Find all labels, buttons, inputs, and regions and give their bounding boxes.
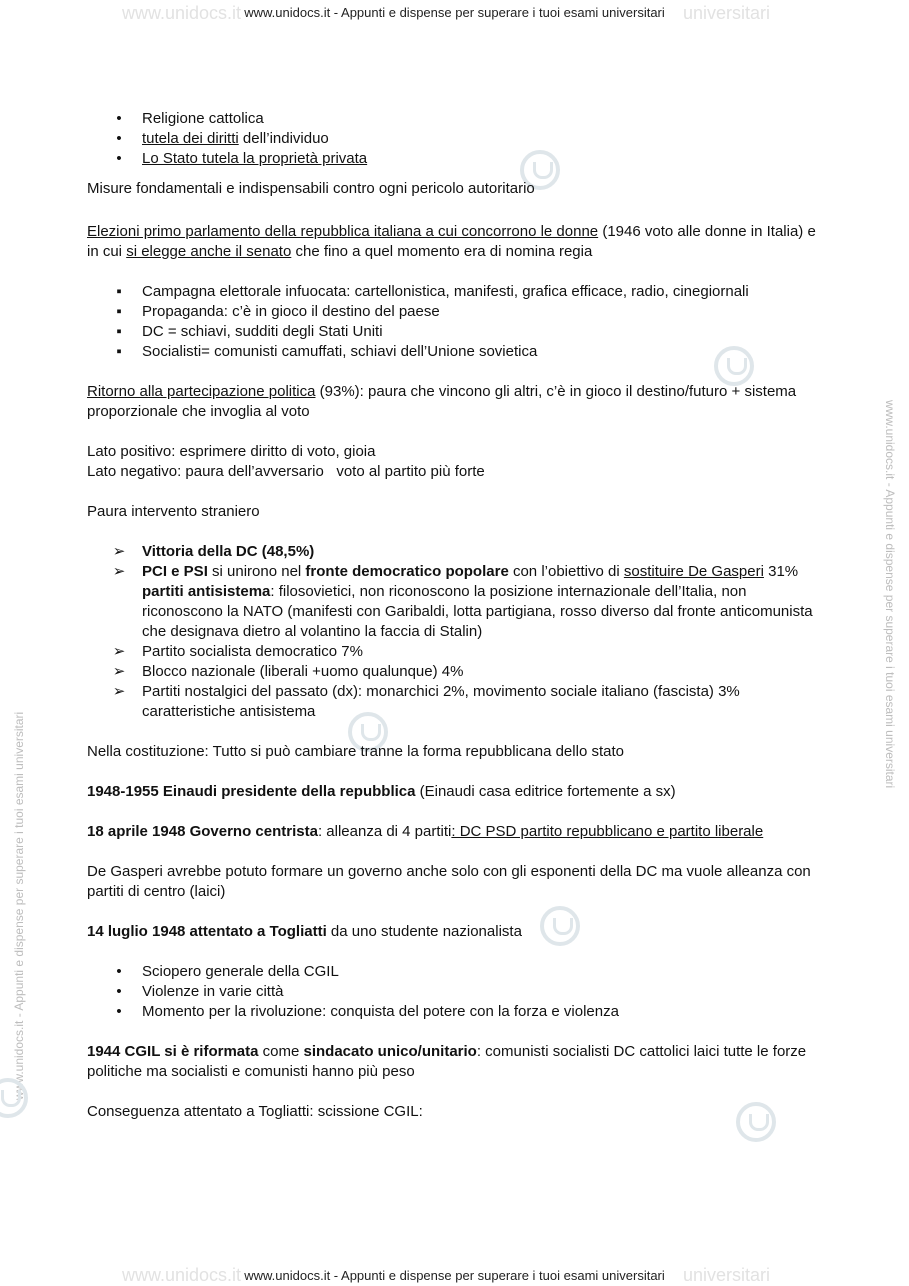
bullet-arrow-icon: ➢ [112,643,126,660]
list-item: • Sciopero generale della CGIL [87,962,827,982]
list-item: ➢ Partiti nostalgici del passato (dx): monarchici 2%, movimento sociale italiano (fascista) 3% caratteristiche antisistema [112,683,740,720]
watermark-footer: www.unidocs.it - Appunti e dispense per superare i tuoi esami universitari [244,1268,665,1283]
bullet-dot-icon: • [116,130,122,147]
list-item: ▪ DC = schiavi, sudditi degli Stati Uniti [87,322,827,342]
list-item: ➢ Vittoria della DC (48,5%) [112,543,315,560]
watermark-side-right: www.unidocs.it - Appunti e dispense per superare i tuoi esami universitari [883,400,897,789]
bullet-arrow-icon: ➢ [112,543,126,560]
watermark-ghost-left-bottom: www.unidocs.it [122,1265,242,1285]
watermark-ghost-right-bottom: universitari [683,1265,771,1285]
bullet-dot-icon: • [116,1003,122,1020]
bullet-dot-icon: • [116,110,122,127]
paragraph-attentato: 14 luglio 1948 attentato a Togliatti da uno studente nazionalista [87,923,522,940]
arrow-list-risultati [87,542,827,722]
bullet-square-icon: ▪ [116,323,122,340]
watermark-ghost-right: universitari [683,3,771,23]
bullet-list-principles [87,109,827,169]
paragraph-elezioni: Elezioni primo parlamento della repubblica italiana a cui concorrono le donne (1946 voto alle donne in Italia) e in cui si elegge anche il senato che fino a quel momento era di nomina regia [87,223,816,260]
paragraph-degasperi: De Gasperi avrebbe potuto formare un governo anche solo con gli esponenti della DC ma vuole alleanza con partiti di centro (laici) [87,863,811,900]
list-item: • Religione cattolica [87,109,827,129]
bullet-list-conseguenze [87,962,827,1022]
document-body [87,109,827,1122]
bullet-square-icon: ▪ [116,283,122,300]
bullet-arrow-icon: ➢ [112,563,126,580]
bullet-square-icon: ▪ [116,303,122,320]
bullet-dot-icon: • [116,983,122,1000]
paragraph-einaudi: 1948-1955 Einaudi presidente della repubblica (Einaudi casa editrice fortemente a sx) [87,783,676,800]
paragraph-governo: 18 aprile 1948 Governo centrista: alleanza di 4 partiti: DC PSD partito repubblicano e partito liberale [87,823,764,840]
list-item: • Violenze in varie città [87,982,827,1002]
list-item: • Momento per la rivoluzione: conquista del potere con la forza e violenza [87,1002,827,1022]
watermark-side-left: www.unidocs.it - Appunti e dispense per superare i tuoi esami universitari [12,711,26,1100]
bullet-dot-icon: • [116,963,122,980]
watermark-header: www.unidocs.it - Appunti e dispense per superare i tuoi esami universitari [244,5,665,20]
paragraph-lato-negativo: Lato negativo: paura dell’avversario voto al partito più forte [87,463,485,480]
paragraph-misure: Misure fondamentali e indispensabili contro ogni pericolo autoritario [87,180,535,197]
paragraph-costituzione: Nella costituzione: Tutto si può cambiare tranne la forma repubblicana dello stato [87,743,624,760]
list-item: ➢ Blocco nazionale (liberali +uomo qualunque) 4% [112,663,464,680]
list-item: ➢ Partito socialista democratico 7% [112,643,363,660]
paragraph-conseguenza: Conseguenza attentato a Togliatti: scissione CGIL: [87,1103,423,1120]
paragraph-ritorno: Ritorno alla partecipazione politica (93%): paura che vincono gli altri, c’è in gioco il destino/futuro + sistema proporzionale che invoglia al voto [87,383,797,420]
paragraph-paura: Paura intervento straniero [87,503,260,520]
list-item: ▪ Socialisti= comunisti camuffati, schiavi dell’Unione sovietica [87,342,827,362]
list-item: ➢ PCI e PSI si unirono nel fronte democratico popolare con l’obiettivo di sostituire De Gasperi 31% partiti antisistema: filosovietici, non riconoscono la posizione internazionale dell’Italia, non riconoscono la NATO (manifesti con Garibaldi, lotta partigiana, rosso diverso dal fronte anticomunista che designava dietro al volantino la faccia di Stalin) [112,563,813,640]
bullet-arrow-icon: ➢ [112,683,126,700]
list-item: ▪ Propaganda: c’è in gioco il destino del paese [87,302,827,322]
bullet-dot-icon: • [116,150,122,167]
watermark-ghost-left: www.unidocs.it [122,3,242,23]
bullet-arrow-icon: ➢ [112,663,126,680]
paragraph-cgil: 1944 CGIL si è riformata come sindacato unico/unitario: comunisti socialisti DC cattolici laici tutte le forze politiche ma socialisti e comunisti hanno più peso [87,1043,807,1080]
list-item: • Lo Stato tutela la proprietà privata [87,149,827,169]
paragraph-lato-positivo: Lato positivo: esprimere diritto di voto, gioia [87,443,376,460]
bullet-square-icon: ▪ [116,343,122,360]
list-item: • tutela dei diritti dell’individuo [87,129,827,149]
bullet-list-campagna [87,282,827,362]
list-item: ▪ Campagna elettorale infuocata: cartellonistica, manifesti, grafica efficace, radio, cinegiornali [87,282,827,302]
